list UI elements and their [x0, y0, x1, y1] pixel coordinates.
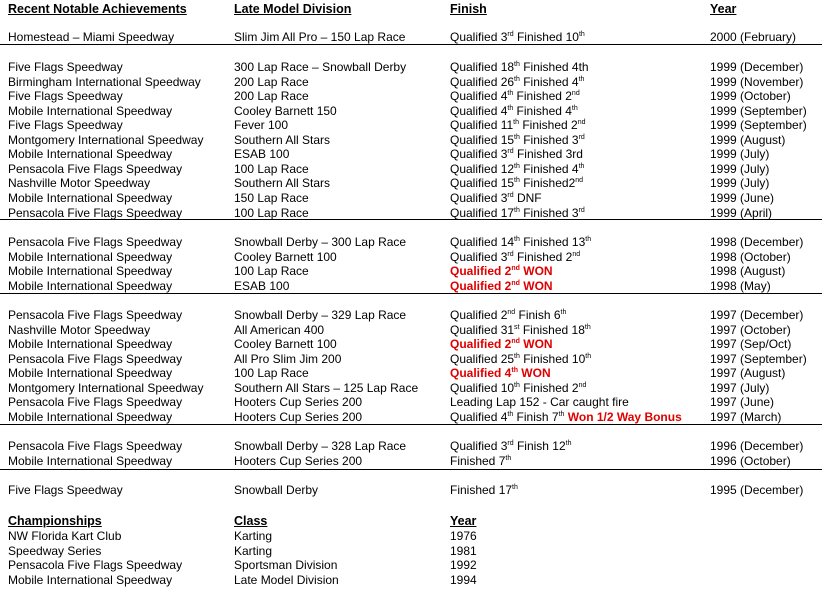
- finish-cell: [450, 206, 585, 221]
- finish-text: Qualified 11: [450, 118, 514, 133]
- race-cell: Southern All Stars – 125 Lap Race: [234, 380, 419, 395]
- finish-text: Finished 2: [513, 89, 572, 104]
- section-divider: [0, 469, 822, 470]
- header-class: Class: [234, 514, 268, 528]
- champ-year-cell: 1981: [450, 543, 477, 558]
- ordinal-suffix: nd: [511, 279, 520, 287]
- track-cell: Pensacola Five Flags Speedway: [8, 308, 183, 322]
- finish-text: Finished 3rd: [513, 147, 583, 162]
- ordinal-suffix: th: [507, 90, 514, 98]
- result-row: [0, 89, 822, 104]
- ordinal-suffix: th: [514, 177, 520, 185]
- race-cell: Hooters Cup Series 200: [234, 395, 363, 410]
- race-cell: ESAB 100: [234, 278, 290, 293]
- finish-text: Finished 3: [519, 205, 579, 220]
- year-cell: 1999 (July): [710, 176, 770, 191]
- year-cell: 1999 (September): [710, 103, 807, 118]
- race-cell: Snowball Derby – 300 Lap Race: [234, 235, 407, 249]
- finish-cell: [450, 308, 566, 323]
- finish-text: Qualified 2: [450, 278, 512, 293]
- ordinal-suffix: th: [511, 367, 518, 375]
- year-cell: 2000 (February): [710, 30, 797, 44]
- finish-cell: [450, 89, 580, 104]
- race-cell: Cooley Barnett 100: [234, 337, 337, 352]
- year-cell: 1999 (April): [710, 205, 773, 220]
- ordinal-suffix: nd: [572, 250, 581, 258]
- finish-text: Finished 2: [513, 249, 573, 264]
- finish-cell: [450, 279, 553, 294]
- year-cell: 1996 (December): [710, 439, 804, 453]
- finish-text: Qualified 18: [450, 60, 515, 74]
- year-cell: 1998 (August): [710, 264, 786, 279]
- finish-text: Finished 2: [519, 380, 579, 395]
- finish-text: Qualified 2: [450, 264, 512, 279]
- track-cell: Mobile International Speedway: [8, 103, 173, 118]
- track-cell: Mobile International Speedway: [8, 190, 173, 205]
- ordinal-suffix: rd: [507, 31, 514, 38]
- race-cell: Cooley Barnett 150: [234, 103, 337, 118]
- year-cell: 1999 (December): [710, 60, 804, 74]
- finish-text: Qualified 12: [450, 161, 515, 176]
- ordinal-suffix: th: [578, 162, 585, 170]
- finish-text: Qualified 17: [450, 205, 515, 220]
- ordinal-suffix: th: [514, 381, 520, 389]
- track-cell: Pensacola Five Flags Speedway: [8, 235, 183, 249]
- track-cell: Five Flags Speedway: [8, 483, 123, 497]
- year-cell: 1997 (August): [710, 366, 786, 381]
- ordinal-suffix: nd: [578, 381, 587, 389]
- ordinal-suffix: th: [585, 236, 592, 243]
- result-row: [0, 191, 822, 206]
- finish-text: Qualified 2: [450, 337, 512, 352]
- result-row: [0, 176, 822, 191]
- year-cell: 1999 (July): [710, 147, 770, 162]
- year-cell: 1999 (October): [710, 89, 791, 104]
- champ-year-cell: 1992: [450, 558, 477, 573]
- result-row: [0, 162, 822, 177]
- race-cell: All American 400: [234, 322, 325, 337]
- finish-text: Finished 10: [513, 30, 579, 44]
- champ-year-cell: 1994: [450, 572, 477, 587]
- track-cell: Mobile International Speedway: [8, 264, 173, 279]
- race-cell: 100 Lap Race: [234, 366, 309, 381]
- result-row: [0, 264, 822, 279]
- finish-text: Qualified 4: [450, 103, 508, 118]
- ordinal-suffix: th: [514, 162, 520, 170]
- year-cell: 1998 (May): [710, 278, 771, 293]
- ordinal-suffix: th: [514, 206, 520, 214]
- finish-text: Finished 13: [519, 235, 586, 249]
- race-cell: Slim Jim All Pro – 150 Lap Race: [234, 30, 406, 44]
- finish-cell: [450, 162, 584, 177]
- champ-class-cell: Karting: [234, 543, 273, 558]
- finish-cell: [450, 454, 511, 469]
- finish-text: Finished2: [519, 176, 576, 191]
- result-row: [0, 118, 822, 133]
- finish-text: Qualified 15: [450, 132, 515, 147]
- finish-text: Finished 3: [519, 132, 579, 147]
- race-cell: Southern All Stars: [234, 176, 331, 191]
- finish-text: Finished 17: [450, 483, 513, 497]
- championship-row: [0, 558, 822, 573]
- ordinal-suffix: rd: [507, 191, 514, 199]
- track-cell: Five Flags Speedway: [8, 118, 123, 133]
- result-row: [0, 410, 822, 425]
- ordinal-suffix: nd: [577, 119, 586, 127]
- track-cell: Mobile International Speedway: [8, 249, 173, 264]
- result-row: [0, 60, 822, 75]
- header-division: Late Model Division: [234, 2, 352, 16]
- result-row: [0, 147, 822, 162]
- header-year: Year: [710, 2, 737, 16]
- race-cell: 100 Lap Race: [234, 205, 309, 220]
- finish-cell: [450, 439, 571, 454]
- finish-text: Qualified 14: [450, 235, 515, 249]
- race-cell: ESAB 100: [234, 147, 290, 162]
- finish-text: Qualified 4: [450, 409, 508, 424]
- ordinal-suffix: th: [571, 104, 578, 112]
- finish-text: Qualified 26: [450, 74, 515, 89]
- year-cell: 1998 (December): [710, 235, 804, 249]
- ordinal-suffix: nd: [571, 90, 580, 98]
- finish-cell: [450, 381, 586, 396]
- year-cell: 1999 (July): [710, 161, 770, 176]
- finish-cell: [450, 118, 586, 133]
- finish-cell: [450, 75, 584, 90]
- year-cell: 1997 (December): [710, 308, 804, 322]
- race-cell: Southern All Stars: [234, 132, 331, 147]
- track-cell: Montgomery International Speedway: [8, 380, 204, 395]
- result-row: [0, 352, 822, 367]
- result-row: [0, 75, 822, 90]
- track-cell: Pensacola Five Flags Speedway: [8, 395, 183, 410]
- race-cell: 200 Lap Race: [234, 89, 309, 104]
- finish-cell: [450, 133, 585, 148]
- ordinal-suffix: rd: [578, 206, 585, 214]
- result-row: [0, 439, 822, 454]
- race-cell: Snowball Derby: [234, 483, 319, 497]
- track-cell: Mobile International Speedway: [8, 147, 173, 162]
- year-cell: 1996 (October): [710, 453, 791, 468]
- champ-year-cell: 1976: [450, 529, 477, 543]
- champ-track-cell: Mobile International Speedway: [8, 572, 173, 587]
- ordinal-suffix: rd: [578, 133, 585, 141]
- track-cell: Montgomery International Speedway: [8, 132, 204, 147]
- race-cell: 100 Lap Race: [234, 264, 309, 279]
- finish-cell: [450, 235, 591, 250]
- finish-cell: [450, 366, 551, 381]
- track-cell: Pensacola Five Flags Speedway: [8, 351, 183, 366]
- year-cell: 1997 (Sep/Oct): [710, 337, 792, 352]
- finish-text: Qualified 10: [450, 380, 515, 395]
- result-row: [0, 279, 822, 294]
- ordinal-suffix: th: [560, 309, 567, 316]
- track-cell: Birmingham International Speedway: [8, 74, 201, 89]
- ordinal-suffix: nd: [575, 177, 584, 185]
- finish-cell: [450, 60, 589, 75]
- result-row: [0, 366, 822, 381]
- finish-cell: [450, 191, 542, 206]
- track-cell: Mobile International Speedway: [8, 366, 173, 381]
- track-cell: Pensacola Five Flags Speedway: [8, 161, 183, 176]
- track-cell: Nashville Motor Speedway: [8, 322, 151, 337]
- result-row: [0, 206, 822, 221]
- ordinal-suffix: th: [558, 410, 565, 418]
- finish-text: Leading Lap 152 - Car caught fire: [450, 395, 629, 410]
- result-row: [0, 308, 822, 323]
- finish-cell: [450, 337, 553, 352]
- track-cell: Five Flags Speedway: [8, 60, 123, 74]
- result-row: [0, 454, 822, 469]
- header-championships: Championships: [8, 514, 102, 528]
- race-cell: Snowball Derby – 328 Lap Race: [234, 439, 407, 453]
- finish-text: Finished 18: [519, 322, 585, 337]
- finish-text: Finished 4th: [519, 60, 589, 74]
- ordinal-suffix: th: [514, 61, 520, 68]
- result-row: [0, 337, 822, 352]
- result-row: [0, 104, 822, 119]
- finish-text: Qualified 2: [450, 308, 508, 322]
- finish-text: Qualified 3: [450, 249, 508, 264]
- year-cell: 1999 (June): [710, 190, 775, 205]
- champ-class-cell: Sportsman Division: [234, 558, 338, 573]
- champ-class-cell: Late Model Division: [234, 572, 339, 587]
- year-cell: 1999 (November): [710, 74, 804, 89]
- year-cell: 1995 (December): [710, 483, 804, 497]
- ordinal-suffix: th: [585, 352, 592, 360]
- ordinal-suffix: rd: [507, 440, 514, 447]
- track-cell: Homestead – Miami Speedway: [8, 30, 175, 44]
- finish-text: Finish 6: [515, 308, 561, 322]
- ordinal-suffix: th: [584, 323, 591, 331]
- finish-text: Finished 7: [450, 453, 506, 468]
- ordinal-suffix: st: [514, 323, 520, 331]
- track-cell: Pensacola Five Flags Speedway: [8, 439, 183, 453]
- result-row: [0, 250, 822, 265]
- year-cell: 1997 (October): [710, 322, 791, 337]
- ordinal-suffix: nd: [507, 309, 516, 316]
- finish-cell: [450, 250, 580, 265]
- race-cell: Hooters Cup Series 200: [234, 409, 363, 424]
- year-cell: 1997 (July): [710, 380, 770, 395]
- finish-text: Finished 4: [519, 74, 579, 89]
- finish-cell: [450, 395, 629, 410]
- race-cell: 200 Lap Race: [234, 74, 309, 89]
- track-cell: Nashville Motor Speedway: [8, 176, 151, 191]
- header-finish: Finish: [450, 2, 487, 16]
- finish-cell: [450, 410, 682, 425]
- championships-header-row: [0, 514, 822, 529]
- champ-class-cell: Karting: [234, 529, 273, 543]
- track-cell: Mobile International Speedway: [8, 337, 173, 352]
- finish-text: Qualified 3: [450, 190, 508, 205]
- track-cell: Mobile International Speedway: [8, 453, 173, 468]
- finish-text: Won 1/2 Way Bonus: [564, 409, 682, 424]
- race-cell: Cooley Barnett 100: [234, 249, 337, 264]
- year-cell: 1999 (September): [710, 118, 807, 133]
- ordinal-suffix: th: [565, 440, 572, 447]
- year-cell: 1998 (October): [710, 249, 791, 264]
- finish-text: Finished 10: [519, 351, 586, 366]
- finish-text: WON: [519, 337, 553, 352]
- finish-text: Qualified 3: [450, 439, 508, 453]
- track-cell: Pensacola Five Flags Speedway: [8, 205, 183, 220]
- finish-text: Qualified 15: [450, 176, 515, 191]
- result-row: [0, 381, 822, 396]
- finish-text: Finish 7: [513, 409, 559, 424]
- finish-text: Finished 4: [519, 161, 579, 176]
- finish-cell: [450, 147, 583, 162]
- finish-text: Qualified 3: [450, 30, 508, 44]
- result-row: [0, 483, 822, 498]
- year-cell: 1997 (March): [710, 409, 782, 424]
- ordinal-suffix: th: [507, 410, 514, 418]
- finish-cell: [450, 30, 585, 45]
- ordinal-suffix: th: [514, 236, 520, 243]
- ordinal-suffix: th: [578, 75, 585, 83]
- ordinal-suffix: th: [578, 31, 585, 38]
- ordinal-suffix: rd: [507, 148, 514, 156]
- header-achievements: Recent Notable Achievements: [8, 2, 187, 16]
- finish-cell: [450, 483, 518, 498]
- ordinal-suffix: rd: [507, 250, 514, 258]
- race-cell: 150 Lap Race: [234, 190, 309, 205]
- result-row: [0, 235, 822, 250]
- championship-row: [0, 544, 822, 559]
- track-cell: Mobile International Speedway: [8, 278, 173, 293]
- section-divider: [0, 293, 822, 294]
- finish-text: Finished 4: [513, 103, 572, 118]
- champ-track-cell: Pensacola Five Flags Speedway: [8, 558, 183, 573]
- finish-text: Qualified 4: [450, 366, 512, 381]
- finish-text: Finished 2: [519, 118, 578, 133]
- year-cell: 1997 (June): [710, 395, 775, 410]
- race-cell: All Pro Slim Jim 200: [234, 351, 342, 366]
- ordinal-suffix: nd: [511, 338, 520, 346]
- year-cell: 1999 (August): [710, 132, 786, 147]
- ordinal-suffix: th: [507, 104, 514, 112]
- finish-text: Qualified 25: [450, 351, 515, 366]
- ordinal-suffix: th: [505, 454, 512, 462]
- result-row: [0, 395, 822, 410]
- header-champ-year: Year: [450, 514, 477, 528]
- finish-text: Qualified 31: [450, 322, 515, 337]
- finish-text: WON: [517, 366, 551, 381]
- race-cell: Fever 100: [234, 118, 289, 133]
- track-cell: Five Flags Speedway: [8, 89, 123, 104]
- ordinal-suffix: th: [514, 133, 520, 141]
- finish-cell: [450, 264, 553, 279]
- ordinal-suffix: th: [513, 119, 519, 127]
- finish-text: Qualified 4: [450, 89, 508, 104]
- finish-cell: [450, 323, 591, 338]
- champ-track-cell: NW Florida Kart Club: [8, 529, 122, 543]
- track-cell: Mobile International Speedway: [8, 409, 173, 424]
- race-cell: Hooters Cup Series 200: [234, 453, 363, 468]
- finish-cell: [450, 104, 578, 119]
- result-row: [0, 30, 822, 45]
- championship-row: [0, 573, 822, 588]
- result-row: [0, 133, 822, 148]
- championship-row: [0, 529, 822, 544]
- finish-cell: [450, 176, 583, 191]
- finish-text: Qualified 3: [450, 147, 508, 162]
- finish-cell: [450, 352, 591, 367]
- ordinal-suffix: th: [514, 352, 520, 360]
- champ-track-cell: Speedway Series: [8, 543, 102, 558]
- race-cell: 100 Lap Race: [234, 161, 309, 176]
- finish-text: WON: [519, 278, 553, 293]
- finish-text: Finish 12: [513, 439, 566, 453]
- finish-text: DNF: [513, 190, 542, 205]
- year-cell: 1997 (September): [710, 351, 807, 366]
- ordinal-suffix: th: [514, 75, 520, 83]
- race-cell: Snowball Derby – 329 Lap Race: [234, 308, 407, 322]
- race-cell: 300 Lap Race – Snowball Derby: [234, 60, 407, 74]
- ordinal-suffix: nd: [511, 265, 520, 273]
- ordinal-suffix: th: [512, 484, 518, 491]
- result-row: [0, 323, 822, 338]
- finish-text: WON: [519, 264, 553, 279]
